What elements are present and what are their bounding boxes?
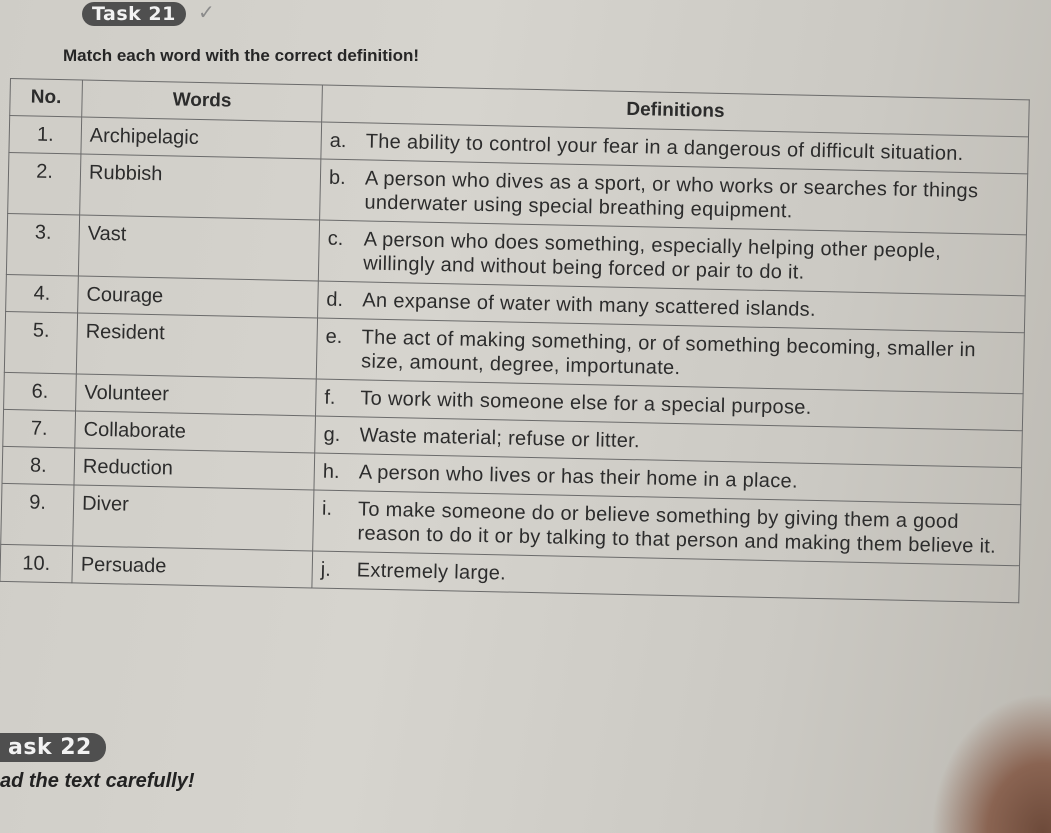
row-word: Collaborate xyxy=(75,411,316,453)
definition-letter: i. xyxy=(321,497,333,520)
row-word: Diver xyxy=(73,485,314,551)
row-word: Rubbish xyxy=(80,154,321,220)
task-22-badge: ask 22 xyxy=(0,733,106,762)
row-number: 9. xyxy=(1,483,74,545)
header-no: No. xyxy=(10,79,83,117)
header-words: Words xyxy=(82,80,323,122)
matching-table-wrapper xyxy=(0,78,1030,603)
row-word: Courage xyxy=(78,276,319,318)
definition-text: A person who lives or has their home in a place. xyxy=(358,461,799,493)
definition-text: The ability to control your fear in a dangerous of difficult situation. xyxy=(365,130,964,165)
definition-letter: a. xyxy=(329,129,347,153)
row-number: 10. xyxy=(0,544,73,582)
row-number: 7. xyxy=(3,409,76,447)
definition-text: The act of making something, or of something becoming, smaller in size, amount, degree, importunate. xyxy=(360,326,976,380)
definition-letter: g. xyxy=(323,423,341,446)
task-21-badge: Task 21 xyxy=(82,2,186,26)
row-number: 4. xyxy=(6,274,79,312)
definition-letter: c. xyxy=(327,227,344,251)
row-number: 5. xyxy=(4,311,77,373)
row-word: Volunteer xyxy=(76,374,317,416)
row-number: 1. xyxy=(9,116,82,154)
checkmark-icon: ✓ xyxy=(198,2,215,24)
definition-text: Extremely large. xyxy=(356,559,507,585)
row-number: 8. xyxy=(2,446,75,484)
definition-letter: h. xyxy=(322,460,340,483)
header-definitions: Definitions xyxy=(322,85,1030,137)
row-word: Reduction xyxy=(74,448,315,490)
definition-letter: e. xyxy=(325,325,343,349)
finger-shadow xyxy=(931,693,1051,833)
row-word: Vast xyxy=(78,215,319,281)
definition-letter: b. xyxy=(328,166,346,190)
definition-text: Waste material; refuse or litter. xyxy=(359,424,641,453)
row-number: 2. xyxy=(8,152,81,214)
definition-text: A person who does something, especially helping other people, willingly and without being forced or pair to do it. xyxy=(362,228,942,284)
row-word: Resident xyxy=(76,313,317,379)
definition-text: To work with someone else for a special purpose. xyxy=(360,387,812,419)
definition-letter: j. xyxy=(320,558,332,581)
definition-text: An expanse of water with many scattered islands. xyxy=(362,289,817,321)
row-number: 6. xyxy=(4,372,77,410)
row-word: Persuade xyxy=(72,546,313,588)
row-number: 3. xyxy=(6,213,79,275)
definition-letter: d. xyxy=(326,288,344,312)
definition-text: To make someone do or believe something by giving them a good reason to do it or by talking to that person and making them believe it. xyxy=(357,498,997,558)
definition-letter: f. xyxy=(324,386,336,409)
instruction-text: Match each word with the correct definition! xyxy=(63,46,420,65)
row-word: Archipelagic xyxy=(81,117,322,159)
read-instruction-text: ad the text carefully! xyxy=(0,770,195,792)
matching-table xyxy=(0,78,1030,603)
definition-text: A person who dives as a sport, or who works or searches for things underwater using special breathing equipment. xyxy=(364,167,979,223)
